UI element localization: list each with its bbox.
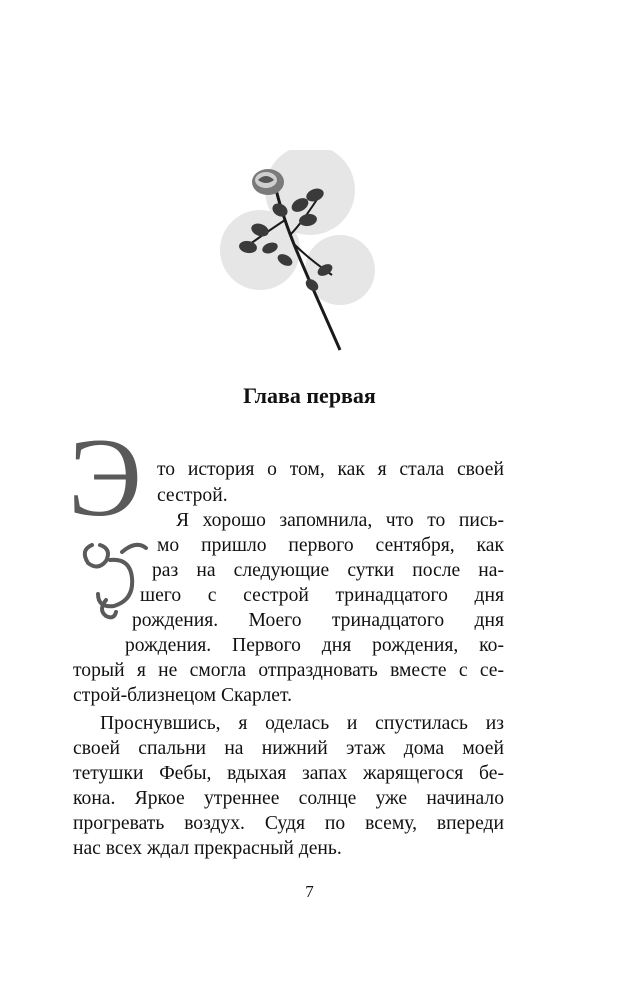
text-line: сестрой.	[157, 485, 228, 506]
text-line: рождения. Первого дня рождения, ко-	[125, 635, 504, 656]
drop-cap-letter: Э	[68, 416, 142, 540]
rose-bloom	[252, 169, 284, 195]
text-line: рождения. Моего тринадцатого дня	[132, 610, 504, 631]
text-line: мо пришло первого сентября, как	[157, 535, 504, 556]
text-line: раз на следующие сутки после на-	[152, 560, 504, 581]
text-line: то история о том, как я стала своей	[157, 459, 504, 480]
text-line: Я хорошо запомнила, что то пись-	[176, 510, 504, 531]
text-line: шего с сестрой тринадцатого дня	[140, 585, 504, 606]
page-number: 7	[305, 882, 314, 901]
text-line: тетушки Фебы, вдыхая запах жарящегося бе-	[73, 763, 504, 784]
text-line: торый я не смогла отпраздновать вместе с се-	[73, 660, 504, 681]
text-line: строй-близнецом Скарлет.	[73, 685, 292, 706]
text-line: кона. Яркое утреннее солнце уже начинало	[73, 788, 504, 809]
text-line: нас всех ждал прекрасный день.	[73, 838, 342, 859]
rose-illustration	[200, 150, 380, 365]
text-line: Проснувшись, я оделась и спустилась из	[100, 713, 504, 734]
text-line: прогревать воздух. Судя по всему, впереди	[73, 813, 504, 834]
text-line: своей спальни на нижний этаж дома моей	[73, 738, 504, 759]
chapter-title: Глава первая	[243, 383, 376, 408]
